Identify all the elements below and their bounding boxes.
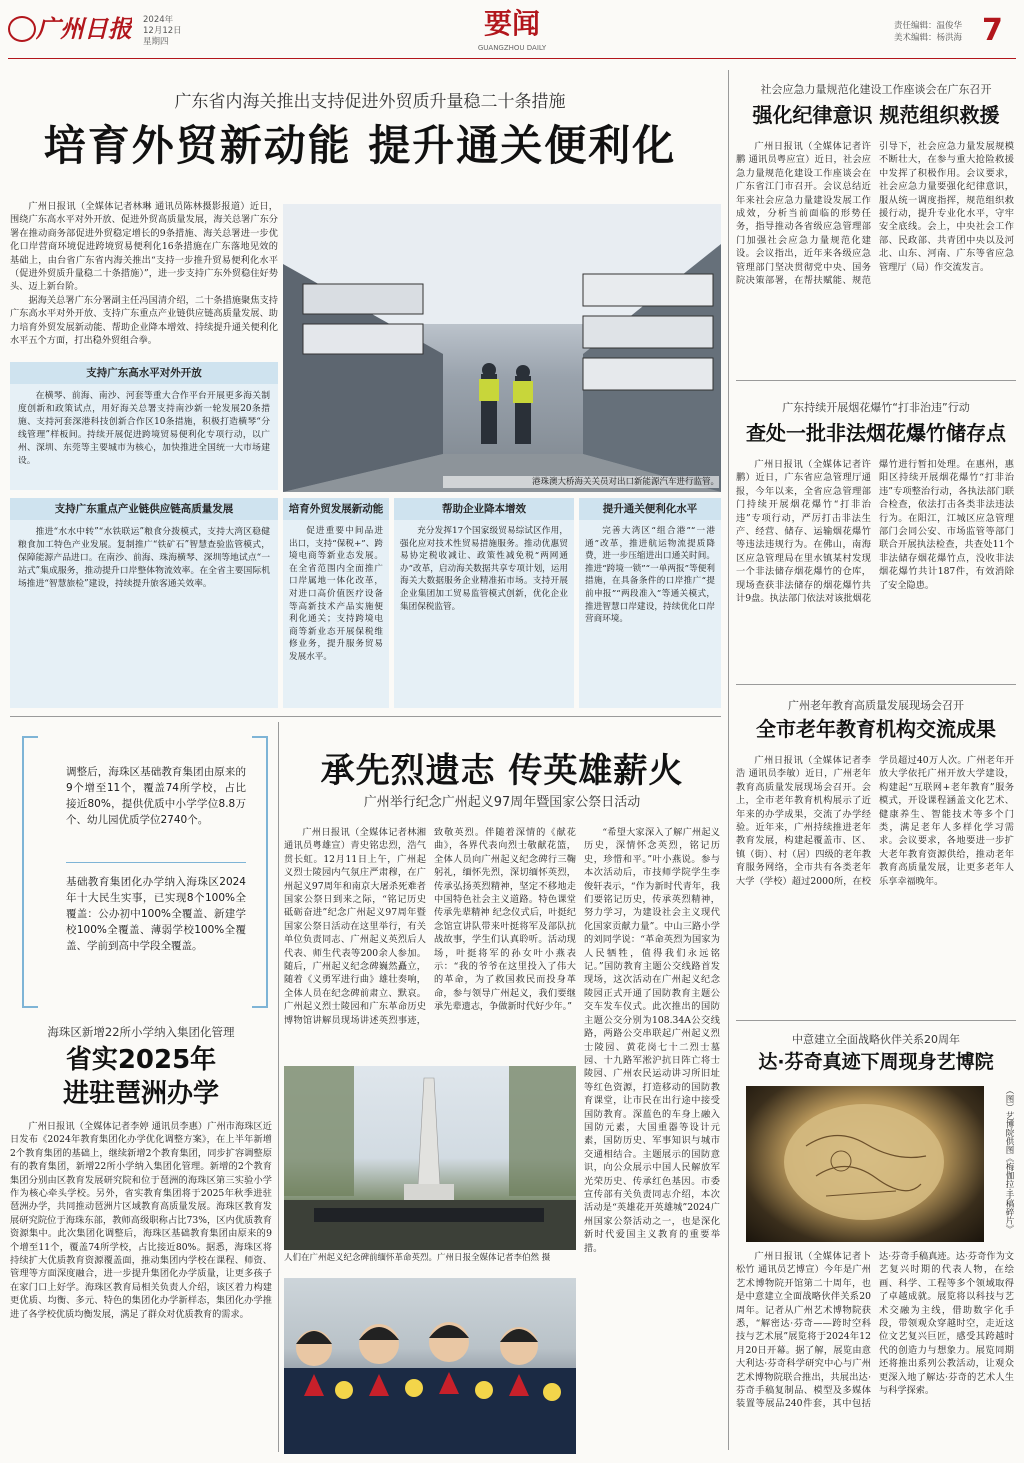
rule-mid [10,716,721,717]
date-year: 2024年 [143,15,174,25]
haizhu-text: 广州日报讯（全媒体记者李婷 通讯员李惠）广州市海珠区近日发布《2024年教育集团化办学优化调整方案》，在上半年新增2个教育集团的基础上，继续新增2个教育集团，同步扩容调整原有的教育集团，新增22所小学纳入集团化管理。新增的2个教育集团分别由区教育发展研究院和位于琶洲的海珠区第三实验小学作为核心牵头学校。另外，省实教育集团将于2025年秋季进驻琶洲办学，共同推动琶洲片区域教育高质量发展。海珠区教育发展研究院位于海珠东部，教师高级职称占比73%，区内优质教育资源集中。此次集团化调整后，海珠区基础教育集团由原来的9个增至11个，覆盖74所学校，占比接近80%。据悉，海珠区将持续扩大优质教育资源覆盖面，推动集团内学校在课程、师资、管理等方面深度融合，进一步提升集团化办学质量，让更多孩子在家门口上好学。海珠区教育局相关负责人介绍，该区着力构建更优质、均衡、多元、特色的集团化办学新样态，集团化办学推进了各学校优质均衡发展，满足了群众对优质教育的需求。 [10,1121,272,1320]
haizhu-title-1: 省实2025年 [65,1045,217,1075]
quote-corner-b [24,1006,38,1008]
students-illustration [284,1278,576,1454]
box-open-up [10,362,278,490]
car-carrier-illustration [283,204,721,492]
art-editor-name: 美术编辑：杨洪海 [894,33,963,43]
box-cost-reduction-title: 帮助企业降本增效 [394,498,574,520]
box-new-momentum [283,498,389,708]
box-customs-text: 完善大湾区“组合港”“一港通”改革，推进航运物流提质降费，进一步压缩进出口通关时间。推进“跨境一锁”“一单两报”等便利措施，在具备条件的口岸推广“提前申报”“两段准入”等通关模式，推进智慧口岸建设，持续优化口岸营商环境。 [585,526,715,625]
box-industry [10,498,278,708]
qin-kicker: 中意建立全面战略伙伴关系20周年 [792,1033,960,1046]
rule-3 [736,1020,1016,1021]
quote-corner-tr [252,736,266,738]
qin-title: 达·芬奇真迹下周现身艺博院 [758,1051,994,1073]
elderly-kicker: 广州老年教育高质量发展现场会召开 [788,699,964,712]
quote-divider [66,862,246,863]
rule-1 [736,380,1016,381]
date-block [143,15,203,55]
left-lower-rule [278,722,279,1452]
lead-intro [10,200,278,348]
editor-name: 责任编辑：温俊华 [894,21,963,31]
martyrs-text: 广州日报讯（全媒体记者林湘 通讯员粤雄宣）青史铭忠烈，浩气贯长虹。12月11日上午，广州起义烈士陵园内气氛庄严肃穆，在广州起义97周年和南京大屠杀死难者国家公祭日到来之际，“铭记历史 砥砺奋进”纪念广州起义97周年暨国家公祭日活动在这里举行，有关单位负责同志、广州起义英烈后人代表、师生代表等200余人参加。随后，广州起义纪念碑巍然矗立，随着《义勇军进行曲》雄壮奏响，全体人员在纪念碑前肃立、默哀。广州起义烈士陵园和广东革命历史博物馆讲解员现场讲述英烈事迹，致敬英烈。伴随着深情的《献花曲》，各界代表向烈士敬献花篮，全体人员向广州起义纪念碑行三鞠躬礼，缅怀先烈，深切缅怀英烈，传承弘扬英烈精神，坚定不移地走中国特色社会主义道路。特色课堂传承先辈精神 纪念仪式后，叶挺纪念馆宣讲队带来叶挺将军及部队抗战故事，学生们认真聆听。活动现场，叶挺将军的孙女叶小燕表示：“我的爷爷在这里投入了伟大的革命，为了救国救民而投身革命，参与领导广州起义，我们要继承先辈遗志，争做新时代好少年。” [284,827,576,1026]
fireworks-title: 查处一批非法烟花爆竹储存点 [746,421,1006,445]
martyrs-text-2: “希望大家深入了解广州起义历史，深情怀念英烈，铭记历史，珍惜和平。”叶小燕说。参与本次活动后，市技师学院学生李俊轩表示，“作为新时代青年，我们要铭记历史，传承英烈精神，努力学习，为建设社会主义现代化国家贡献力量”。中山三路小学的刘同学说：“革命英烈为国家为人民牺牲，值得我们永远铭记。”国防教育主题公交线路首发 现场，这次活动在广州起义纪念陵园正式开通了国防教育主题公交车发车仪式。此次推出的国防主题公交分别为108.34A公交线路，两路公交串联起广州起义烈士陵园、黄花岗七十二烈士墓园、十九路军淞沪抗日阵亡将士陵园、广州农民运动讲习所旧址等红色资源，打造移动的国防教育课堂，让市民在出行途中接受国防教育。深蓝色的车身上融入国防元素，大国重器等设计元素，国防历史、军事知识与城市交通相结合。主题展示的国防意识，向公众展示中国人民解放军光荣历史、传承红色基因。市委宣传部有关负责同志介绍，本次活动是“英雄花开英雄城”2024广州国家公祭活动之一，也是深化新时代爱国主义教育的重要举措。 [584,827,720,1254]
box-cost-reduction [394,498,574,708]
rule-2 [736,684,1016,685]
monument-illustration [284,1066,576,1250]
box-new-momentum-title: 培育外贸发展新动能 [283,498,389,520]
box-cost-reduction-text: 充分发挥17个国家级贸易综试区作用，强化应对技术性贸易措施服务。推动优惠贸易协定税收减让、政策性减免税“两网通办”改革，启动海关数据共享专项计划，运用海关大数据服务企业精准拓市场。支持开展企业集团加工贸易监管模式创新，优化企业集团保税监管。 [400,526,568,612]
haizhu-quote-2: 基础教育集团化办学纳入海珠区2024年十大民生实事，已实现8个100%全覆盖：公办初中100%全覆盖、新建学校100%全覆盖、薄弱学校100%全覆盖、学前到高中学段全覆盖。 [66,876,246,952]
fireworks-text: 广州日报讯（全媒体记者许鹏）近日，广东省应急管理厅通报，今年以来，全省应急管理部门持续开展烟花爆竹“打非治违”专项行动，严厉打击非法生产、经营、储存、运输烟花爆竹等违法违规行为。在佛山，南海区应急管理局在里水镇某村发现一个非法储存烟花爆竹的仓库，现场查获非法储存的烟花爆竹共计9盘。执法部门依法对该批烟花爆竹进行暂扣处理。在惠州，惠阳区持续开展烟花爆竹“打非治违”专项整治行动，各执法部门联合检查，依法打击各类非法违法行为。在阳江，江城区应急管理部门会同公安、市场监管等部门联合开展执法检查，共查处11个非法储存烟花爆竹点，没收非法烟花爆竹共计187件，有效消除了安全隐患。 [736,459,1014,605]
weekday: 星期四 [143,37,169,47]
martyrs-subtitle: 广州举行纪念广州起义97周年暨国家公祭日活动 [363,795,641,810]
lead-intro-p1: 广州日报讯（全媒体记者林琳 通讯员陈林摄影报道）近日，围绕广东高水平对外开放、促进外贸高质量发展，海关总署广东分署在推动商务部促进外贸稳定增长的9条措施、海关总署进一步优化口岸营商环境促进跨境贸易便利化16条措施在广东落地见效的基础上，由台省广东省内海关推出“支持一步推升贸易便利化水平（促进外贸质升量稳二十条措施）”，进一步支持广东外贸稳住好势头、迈上新台阶。 [10,201,278,293]
section-title: 要闻 [483,7,540,40]
editor-block [894,20,974,44]
quote-corner [24,736,38,738]
box-new-momentum-text: 促进重要中间品进出口，支持“保税+”、跨境电商等新业态发展。在全省范围内全面推广口岸属地一体化改革，对进口高价值医疗设备等高新技术产品实施便利化通关；支持跨境电商等新业态开展保税维修业务，提升服务贸易发展水平。 [289,526,383,662]
haizhu-quote-box [22,736,268,1008]
page-number: 7 [982,13,1003,48]
masthead-rule [8,58,1016,59]
box-industry-text: 推进“水水中转”“水铁联运”粮食分拨模式，支持大湾区稳健粮食加工特色产业发展。复制推广“铁矿石”智慧查验监管模式，保障能源产品进口。在南沙、前海、珠海横琴、深圳等地试点“一站式”集成服务，推动提升口岸整体物流效率。在全省主要国际机场推进“智慧旅检”建设，持续提升旅客通关效率。 [18,527,270,589]
lead-title: 培育外贸新动能 提升通关便利化 [43,121,677,170]
elderly-title: 全市老年教育机构交流成果 [756,717,996,741]
haizhu-kicker: 海珠区新增22所小学纳入集团化管理 [47,1025,235,1039]
haizhu-quote-1: 调整后，海珠区基础教育集团由原来的9个增至11个，覆盖74所学校，占比接近80%，提供优质中小学学位8.8万个、幼儿园优质学位2740个。 [66,766,246,826]
newspaper-logo: 广州日报 [36,14,132,43]
section-en: GUANGZHOU DAILY [477,44,547,52]
qin-photo [746,1086,984,1242]
right-column-rule [728,70,729,1450]
lead-photo-caption: 港珠澳大桥海关关员对出口新能源汽车进行监管。 [443,476,719,488]
lead-kicker: 广东省内海关推出支持促进外贸质升量稳二十条措施 [174,92,566,112]
box-open-up-text: 在横琴、前海、南沙、河套等重大合作平台开展更多海关制度创新和政策试点，用好海关总署支持南沙新一轮发展20条措施、支持河套深港科技创新合作区10条措施，积极打造横琴“分线管理”样板间。持续开展促进跨境贸易便利化专项行动，以广州、深圳、东莞等主要城市为核心，加快推进全国统一大市场建设。 [18,391,270,466]
elderly-text: 广州日报讯（全媒体记者李浩 通讯员李敏）近日，广州老年教育高质量发展现场会召开。会上，全市老年教育机构展示了近年来的办学成果，交流了办学经验。近年来，广州持续推进老年教育发展，构建起覆盖市、区、镇（街）、村（居）四级的老年教育服务网络，全市共有各类老年大学（学校）超过2000所，在校学员超过40万人次。广州老年开放大学依托广州开放大学建设，构建起“互联网+老年教育”服务模式，开设课程涵盖文化艺术、健康养生、智能技术等多个门类，满足老年人多样化学习需求。会议要求，各地要进一步扩大老年教育资源供给，推动老年教育高质量发展，让更多老年人乐享幸福晚年。 [736,755,1014,887]
discipline-title: 强化纪律意识 规范组织救援 [752,103,1000,127]
box-industry-title: 支持广东重点产业链供应链高质量发展 [10,498,278,520]
box-customs-title: 提升通关便利化水平 [579,498,721,520]
lead-intro-p2: 据海关总署广东分署副主任冯国清介绍，二十条措施聚焦支持广东高水平对外开放、支持广东重点产业链供应链高质量发展、助力培育外贸发展新动能、帮助企业降本增效、持续提升通关便利化水平五个方面，打出稳外贸组合拳。 [10,294,278,347]
logo-icon [8,16,36,42]
martyrs-photo-2 [284,1278,576,1454]
qin-photo-caption: （图）艺博院供图《梅伽拉·手稿碎片》 [1004,1086,1014,1234]
martyrs-title: 承先烈遗志 传英雄薪火 [320,751,684,791]
masthead [0,0,1024,60]
date-md: 12月12日 [143,26,182,36]
box-open-up-title: 支持广东高水平对外开放 [10,362,278,384]
box-customs [579,498,721,708]
lead-photo [283,204,721,492]
martyrs-photo-1 [284,1066,576,1250]
discipline-kicker: 社会应急力量规范化建设工作座谈会在广东召开 [760,83,992,96]
martyrs-photo-1-caption: 人们在广州起义纪念碑前缅怀革命英烈。广州日报全媒体记者李伯然 摄 [284,1253,551,1263]
quote-corner-br [252,1006,266,1008]
qin-text: 广州日报讯（全媒体记者卜松竹 通讯员艺博宣）今年是广州艺术博物院开馆第二十周年，也是中意建立全面战略伙伴关系20周年。记者从广州艺术博物院获悉，“解密达·芬奇——跨时空科技与艺术展”展览将于2024年12月20日开幕。据了解，展览由意大利达·芬奇科学研究中心与广州艺术博物院联合推出，共展出达·芬奇手稿复制品、模型及多媒体装置等展品240件套，其中包括达·芬奇手稿真迹。达·芬奇作为文艺复兴时期的代表人物，在绘画、科学、工程等多个领域取得了卓越成就。展览将以科技与艺术交融为主线，借助数字化手段，带领观众穿越时空，走近这位文艺复兴巨匠，感受其跨越时代的创造力与想象力。展览同期还将推出系列公教活动，让观众更深入地了解达·芬奇的艺术人生与科学探索。 [736,1251,1014,1410]
haizhu-title-2: 进驻琶洲办学 [62,1079,219,1109]
manuscript-fragment-illustration [746,1086,984,1242]
fireworks-kicker: 广东持续开展烟花爆竹“打非治违”行动 [782,401,970,414]
discipline-text: 广州日报讯（全媒体记者许鹏 通讯员粤应宣）近日，社会应急力量规范化建设工作座谈会在广东省江门市召开。会议总结近年来社会应急力量建设发展工作成效，分析当前面临的形势任务，指导推动各省级应急管理部门加强社会应急力量规范化建设。会议指出，近年来各级应急管理部门坚决贯彻党中央、国务院决策部署，在帮扶赋能、规范引导下，社会应急力量发展规模不断壮大，在参与重大抢险救援中发挥了积极作用。会议要求，社会应急力量要强化纪律意识，服从统一调度指挥，规范组织救援行动，提升专业化水平，守牢安全底线。会上，中央社会工作部、民政部、共青团中央以及河北、山东、河南、广东等省应急管理厅（局）作交流发言。 [736,141,1014,287]
